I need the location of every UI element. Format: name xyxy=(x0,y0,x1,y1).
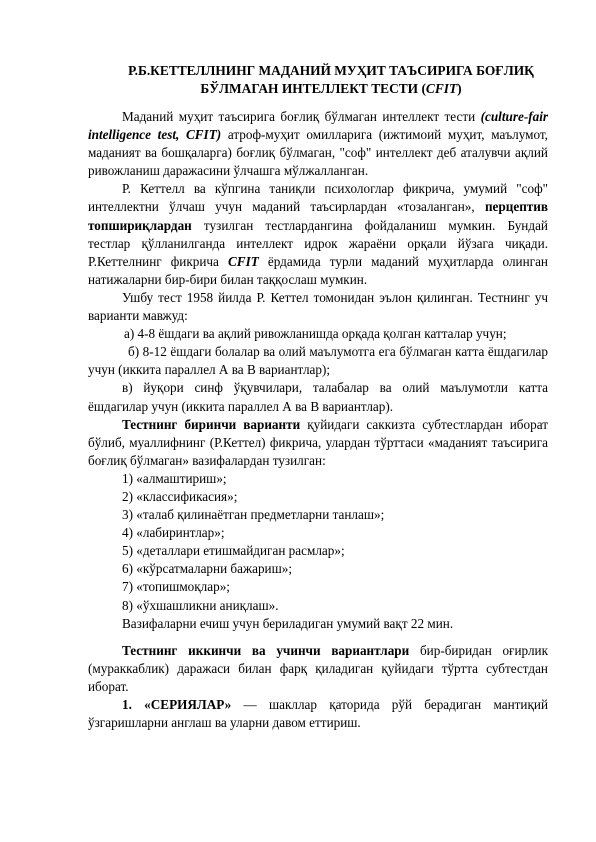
p2-text-e: ёрдамида турли маданий муҳитларда олинган натижаларни бир-бири билан таққослаш мумкин. xyxy=(88,253,548,287)
variant-b: б) 8-12 ёшдаги болалар ва олий маълумотга ега бўлмаган катта ёшдагилар учун (иккита параллел А ва В вариантлар); xyxy=(88,344,548,378)
title-line-2 xyxy=(114,80,548,98)
document-title xyxy=(114,62,548,98)
subtest-list xyxy=(88,470,548,615)
paragraph-definition xyxy=(88,108,548,180)
paragraph-cattell-view xyxy=(88,180,548,289)
title-line-1: Р.Б.КЕТТЕЛЛНИНГ МАДАНИЙ МУҲИТ ТАЪСИРИГА БОҒЛИҚ xyxy=(128,63,534,78)
p2-text-a: Р. Кеттелл ва кўпгина таниқли психологлар фикрича, умумий "соф" интеллектни ўлчаш учун маданий таъсирлардан «тозаланган», xyxy=(88,181,548,215)
p4-rest: қуйидаги саккизта субтестлардан иборат бўлиб, муаллифнинг (Р.Кеттел) фикрича, улардан тўрттаси «маданият таъсирига боғлиқ бўлмаган» вазифалардан тузилган: xyxy=(88,416,548,468)
p5-bold: Тестнинг иккинчи ва учинчи вариантлари xyxy=(122,642,410,658)
spacer xyxy=(88,633,548,642)
p1-text-a: Маданий муҳит таъсирига боғлиқ бўлмаган интеллект тести xyxy=(122,109,481,124)
variant-a: а) 4-8 ёшдаги ва ақлий ривожланишда орқада қолган катталар учун; xyxy=(124,326,507,342)
title-line-2-end: ) xyxy=(457,81,462,96)
paragraph-history: Ушбу тест 1958 йилда Р. Кеттел томонидан эълон қилинган. Тестнинг уч варианти мавжуд: xyxy=(88,289,548,324)
title-line-2-text: БЎЛМАГАН ИНТЕЛЛЕКТ ТЕСТИ ( xyxy=(200,81,426,96)
p4-bold: Тестнинг биринчи варианти xyxy=(122,416,301,432)
p1-text-c: атроф-муҳит омилларига (ижтимоий муҳит, маълумот, маданият ва бошқаларга) боғлиқ бўлмаган, "соф" интеллект деб аталувчи ақлий ривожланиш даражасини ўлчашга мўлжалланган. xyxy=(88,127,548,179)
paragraph-series xyxy=(88,696,548,732)
paragraph-first-variant xyxy=(88,416,548,470)
list-item: 5) «деталлари етишмайдиган расмлар»; xyxy=(122,543,345,559)
p1-english-term: (culture-fair intelligence test, CFIT) xyxy=(88,109,548,143)
time-note: Вазифаларни ечиш учун бериладиган умумий вақт 22 мин. xyxy=(122,615,454,631)
paragraph-second-third-variants xyxy=(88,642,548,696)
list-item: 4) «лабиринтлар»; xyxy=(122,525,225,541)
p6-bold: 1. «СЕРИЯЛАР» xyxy=(122,697,232,712)
p5-rest: бир-биридан оғирлик (мураккаблик) даражаси билан фарқ қиладиган қуйидаги тўртта субтестдан иборат. xyxy=(88,642,548,694)
list-item: 7) «топишмоқлар»; xyxy=(122,579,230,595)
list-item: 2) «классификасия»; xyxy=(122,488,238,504)
variant-c: в) йуқори синф ўқувчилари, талабалар ва олий маълумотли катта ёшдагилар учун (иккита параллел А ва В вариантлар). xyxy=(88,380,548,414)
p2-cfit: CFIT xyxy=(228,253,259,269)
p6-rest: — шакллар қаторида рўй берадиган мантиқий ўзгаришларни англаш ва уларни давом еттириш. xyxy=(88,697,549,731)
list-item: 1) «алмаштириш»; xyxy=(122,470,227,486)
p2-bold-term: перцептив топшириқлардан xyxy=(88,199,548,233)
title-abbrev: CFIT xyxy=(425,81,458,96)
document-page xyxy=(88,62,548,732)
list-item: 6) «кўрсатмаларни бажариш»; xyxy=(122,561,293,577)
list-item: 8) «ўхшашликни аниқлаш». xyxy=(122,597,279,613)
list-item: 3) «талаб қилинаётган предметларни танлаш»; xyxy=(122,507,385,523)
p2-text-c: тузилган тестлардангина фойдаланиш мумкин. Бундай тестлар қўлланилганда интеллект идрок жараёни орқали йўзага чиқади. Р.Кеттелнинг фикрича xyxy=(88,217,548,269)
